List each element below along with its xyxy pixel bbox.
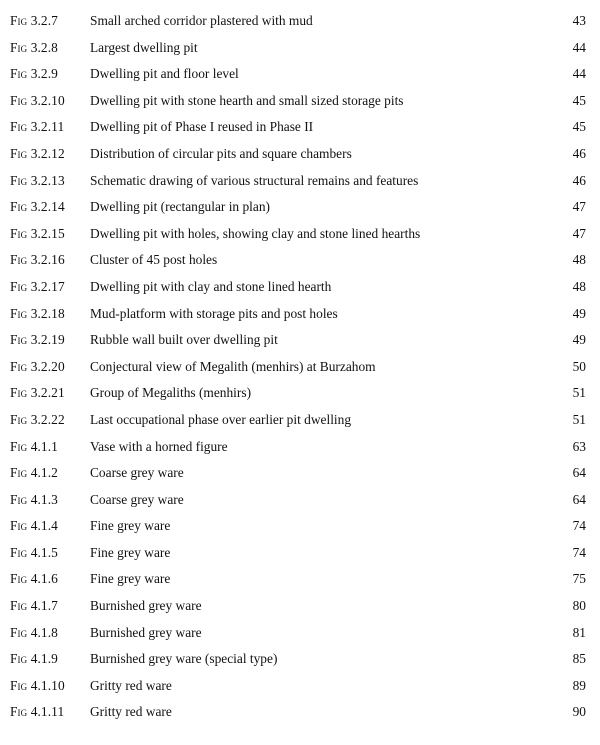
figure-caption: Largest dwelling pit xyxy=(90,39,198,55)
page-number: 43 xyxy=(572,13,586,28)
page-number: 64 xyxy=(572,465,586,481)
figure-caption: Fine grey ware xyxy=(90,544,171,560)
page-number: 47 xyxy=(572,225,586,241)
figure-number: Fig 4.1.10 xyxy=(10,677,65,693)
figure-number: Fig 3.2.17 xyxy=(10,278,65,294)
figure-number: Fig 3.2.8 xyxy=(10,39,58,55)
figure-entry xyxy=(0,114,600,141)
figure-entry xyxy=(0,620,600,647)
figure-number: Fig 4.1.3 xyxy=(10,491,58,507)
page-number: 81 xyxy=(572,624,586,640)
figure-entry xyxy=(0,168,600,195)
figure-number: Fig 4.1.5 xyxy=(10,544,58,560)
figure-caption: Fine grey ware xyxy=(90,571,171,587)
figure-caption: Burnished grey ware (special type) xyxy=(90,651,278,667)
page-number: 46 xyxy=(572,172,586,188)
figure-number: Fig 4.1.11 xyxy=(10,704,65,720)
figure-entry xyxy=(0,699,600,726)
page-number: 51 xyxy=(572,385,586,401)
page-number: 64 xyxy=(572,491,586,507)
page-number: 80 xyxy=(572,598,586,614)
figure-number: Fig 3.2.15 xyxy=(10,225,65,241)
figure-number: Fig 3.2.12 xyxy=(10,145,65,161)
page-number: 74 xyxy=(572,544,586,560)
figure-caption: Gritty red ware xyxy=(90,704,172,720)
figure-caption: Distribution of circular pits and square chambers xyxy=(90,145,352,161)
page-number: 47 xyxy=(572,199,586,215)
figure-number: Fig 4.1.4 xyxy=(10,518,58,534)
figure-number: Fig 3.2.14 xyxy=(10,199,65,215)
figure-entry xyxy=(0,380,600,407)
figure-caption: Dwelling pit with clay and stone lined hearth xyxy=(90,278,332,294)
page-number: 45 xyxy=(572,92,586,108)
figure-caption: Dwelling pit (rectangular in plan) xyxy=(90,199,270,215)
figure-caption: Dwelling pit with holes, showing clay and stone lined hearths xyxy=(90,225,421,241)
figure-entry xyxy=(0,487,600,514)
figure-entry xyxy=(0,407,600,434)
figure-entry xyxy=(0,513,600,540)
figure-entry xyxy=(0,194,600,221)
figure-entry xyxy=(0,354,600,381)
page-number: 48 xyxy=(572,278,586,294)
page-number: 45 xyxy=(572,119,586,135)
page-number: 90 xyxy=(572,704,586,720)
figure-caption: Coarse grey ware xyxy=(90,491,184,507)
figure-caption: Coarse grey ware xyxy=(90,465,184,481)
figure-entry xyxy=(0,88,600,115)
figure-caption: Conjectural view of Megalith (menhirs) at Burzahom xyxy=(90,358,376,374)
page-number: 63 xyxy=(572,438,586,454)
figure-entry xyxy=(0,61,600,88)
figure-number: Fig 4.1.7 xyxy=(10,598,58,614)
figure-caption: Gritty red ware xyxy=(90,677,172,693)
figure-entry xyxy=(0,221,600,248)
figure-entry xyxy=(0,35,600,62)
figure-entry xyxy=(0,593,600,620)
figure-caption: Fine grey ware xyxy=(90,518,171,534)
figure-number: Fig 3.2.21 xyxy=(10,385,65,401)
figure-caption: Schematic drawing of various structural remains and features xyxy=(90,172,419,188)
figure-entry xyxy=(0,247,600,274)
figure-entry xyxy=(0,566,600,593)
figure-entry xyxy=(0,301,600,328)
figure-entry xyxy=(0,274,600,301)
figure-number: Fig 3.2.22 xyxy=(10,411,65,427)
page-number: 44 xyxy=(572,39,586,55)
figure-number: Fig 3.2.19 xyxy=(10,332,65,348)
figure-caption: Group of Megaliths (menhirs) xyxy=(90,385,252,401)
figure-caption: Vase with a horned figure xyxy=(90,438,228,454)
figure-entry xyxy=(0,327,600,354)
figure-caption: Dwelling pit with stone hearth and small sized storage pits xyxy=(90,92,404,108)
page-number: 74 xyxy=(572,518,586,534)
figure-entry xyxy=(0,460,600,487)
page-number: 44 xyxy=(572,66,586,82)
figure-number: Fig 4.1.9 xyxy=(10,651,58,667)
page-number: 46 xyxy=(572,145,586,161)
figure-caption: Last occupational phase over earlier pit dwelling xyxy=(90,411,352,427)
figure-caption: Dwelling pit of Phase I reused in Phase II xyxy=(90,119,314,135)
figure-number: Fig 4.1.2 xyxy=(10,465,58,481)
figure-caption: Small arched corridor plastered with mud xyxy=(90,13,313,28)
figure-number: Fig 3.2.20 xyxy=(10,358,65,374)
figure-entry xyxy=(0,673,600,700)
figure-caption: Burnished grey ware xyxy=(90,624,202,640)
page-number: 75 xyxy=(572,571,586,587)
figure-entry xyxy=(0,540,600,567)
figure-caption: Rubble wall built over dwelling pit xyxy=(90,332,278,348)
page-number: 49 xyxy=(572,332,586,348)
figure-entry xyxy=(0,141,600,168)
figure-entry xyxy=(0,646,600,673)
figure-number: Fig 4.1.6 xyxy=(10,571,58,587)
figure-number: Fig 3.2.9 xyxy=(10,66,58,82)
page-number: 48 xyxy=(572,252,586,268)
list-of-figures xyxy=(0,8,600,726)
figure-entry xyxy=(0,8,600,35)
figure-number: Fig 3.2.11 xyxy=(10,119,65,135)
figure-caption: Burnished grey ware xyxy=(90,598,202,614)
figure-number: Fig 3.2.13 xyxy=(10,172,65,188)
figure-caption: Cluster of 45 post holes xyxy=(90,252,218,268)
figure-number: Fig 4.1.1 xyxy=(10,438,58,454)
figure-number: Fig 4.1.8 xyxy=(10,624,58,640)
figure-number: Fig 3.2.7 xyxy=(10,13,58,28)
figure-number: Fig 3.2.10 xyxy=(10,92,65,108)
figure-caption: Dwelling pit and floor level xyxy=(90,66,239,82)
figure-number: Fig 3.2.18 xyxy=(10,305,65,321)
page-number: 50 xyxy=(572,358,586,374)
page-number: 89 xyxy=(572,677,586,693)
page-number: 51 xyxy=(572,411,586,427)
figure-caption: Mud-platform with storage pits and post holes xyxy=(90,305,338,321)
figure-entry xyxy=(0,434,600,461)
page-number: 49 xyxy=(572,305,586,321)
figure-number: Fig 3.2.16 xyxy=(10,252,65,268)
page-number: 85 xyxy=(572,651,586,667)
